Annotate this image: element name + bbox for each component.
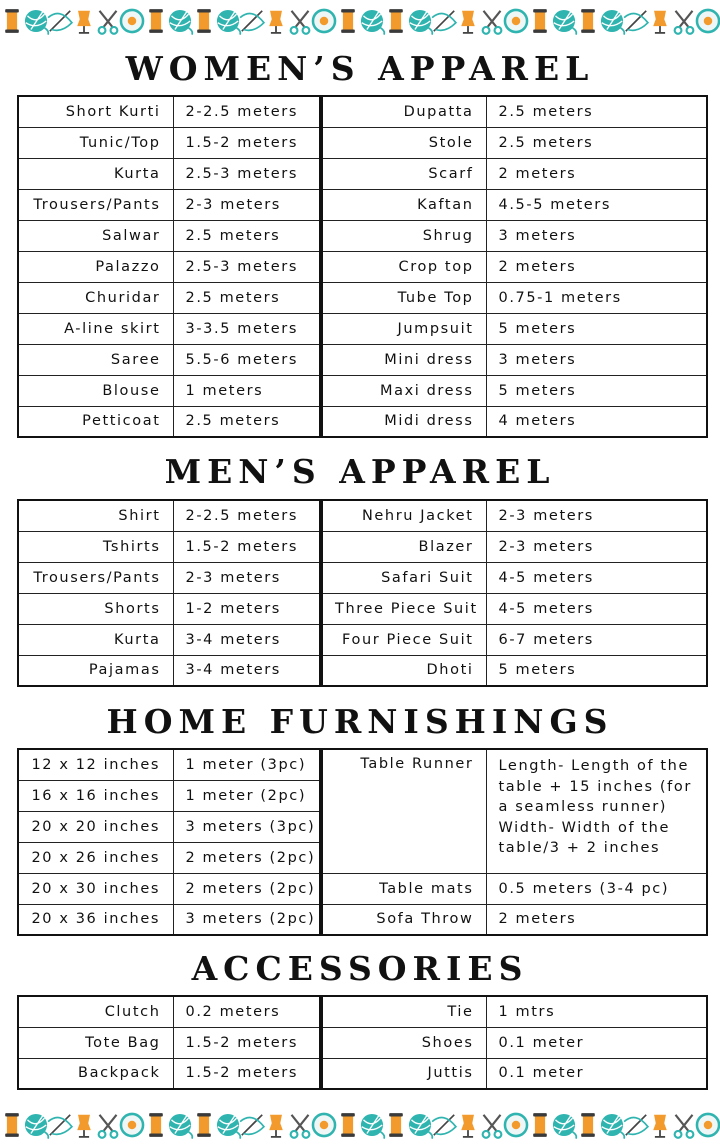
item-amount: 3 meters (2pc): [173, 904, 321, 935]
scissors-icon: [483, 11, 502, 34]
dress-form-icon: [653, 1115, 667, 1137]
item-amount: 2.5 meters: [173, 282, 321, 313]
item-name: A-line skirt: [18, 313, 173, 344]
section-title-accessories: ACCESSORIES: [191, 949, 529, 988]
decorative-border-top: [0, 2, 720, 40]
embroidery-hoop-icon: [505, 10, 527, 32]
item-amount: 2-2.5 meters: [173, 96, 321, 127]
yarn-ball-icon: [409, 10, 432, 35]
yarn-ball-icon: [553, 1114, 576, 1139]
home-furnishings-table: [17, 748, 708, 936]
thread-spool-icon: [341, 1113, 355, 1137]
item-name: 20 x 30 inches: [18, 873, 173, 904]
needle-icon: [48, 1115, 72, 1135]
table-row: [18, 313, 707, 344]
item-amount: 5 meters: [486, 375, 707, 406]
yarn-ball-icon: [169, 1114, 192, 1139]
needle-icon: [624, 1115, 648, 1135]
dress-form-icon: [653, 11, 667, 33]
item-name: Pajamas: [18, 655, 173, 686]
item-name: Churidar: [18, 282, 173, 313]
item-name: 20 x 26 inches: [18, 842, 173, 873]
dress-form-icon: [269, 11, 283, 33]
needle-icon: [432, 1115, 456, 1135]
table-row: [18, 344, 707, 375]
dress-form-icon: [77, 11, 91, 33]
item-amount: 2.5-3 meters: [173, 158, 321, 189]
item-amount: 2 meters (2pc): [173, 842, 321, 873]
table-row: [18, 189, 707, 220]
yarn-ball-icon: [217, 10, 240, 35]
embroidery-hoop-icon: [313, 1114, 335, 1136]
item-name: Tube Top: [321, 282, 486, 313]
scissors-icon: [291, 1115, 310, 1138]
item-name: Shorts: [18, 593, 173, 624]
yarn-ball-icon: [25, 10, 48, 35]
item-amount: 2 meters: [486, 158, 707, 189]
item-amount: 4-5 meters: [486, 593, 707, 624]
needle-icon: [432, 11, 456, 31]
section-title-womens-apparel: WOMEN’S APPAREL: [125, 49, 595, 88]
item-name: Tshirts: [18, 531, 173, 562]
embroidery-hoop-icon: [697, 1114, 719, 1136]
embroidery-hoop-icon: [697, 10, 719, 32]
womens-apparel-table: [17, 95, 708, 438]
table-row: [18, 251, 707, 282]
thread-spool-icon: [197, 9, 211, 33]
table-row: [18, 220, 707, 251]
embroidery-hoop-icon: [505, 1114, 527, 1136]
item-amount: 3-4 meters: [173, 655, 321, 686]
needle-icon: [240, 1115, 264, 1135]
item-amount: 3 meters: [486, 344, 707, 375]
item-name: Dupatta: [321, 96, 486, 127]
table-row: [18, 500, 707, 531]
item-name: Trousers/Pants: [18, 562, 173, 593]
item-amount: 2.5 meters: [173, 406, 321, 437]
table-row: [18, 873, 707, 904]
thread-spool-icon: [389, 9, 403, 33]
item-name: Blazer: [321, 531, 486, 562]
yarn-ball-icon: [361, 1114, 384, 1139]
thread-spool-icon: [581, 9, 595, 33]
needle-icon: [240, 11, 264, 31]
dress-form-icon: [461, 11, 475, 33]
table-row: [18, 1058, 707, 1089]
item-name-sofa-throw: Sofa Throw: [321, 904, 486, 935]
item-amount: 2.5 meters: [486, 96, 707, 127]
item-amount: 6-7 meters: [486, 624, 707, 655]
item-name: Kurta: [18, 624, 173, 655]
item-name: Nehru Jacket: [321, 500, 486, 531]
item-amount: 0.1 meter: [486, 1058, 707, 1089]
needle-icon: [624, 11, 648, 31]
table-runner-instructions: [486, 749, 707, 873]
item-amount: 1.5-2 meters: [173, 1027, 321, 1058]
item-amount: 2-3 meters: [486, 531, 707, 562]
thread-spool-icon: [533, 9, 547, 33]
item-name: Backpack: [18, 1058, 173, 1089]
embroidery-hoop-icon: [121, 10, 143, 32]
item-name: 20 x 20 inches: [18, 811, 173, 842]
item-name: 20 x 36 inches: [18, 904, 173, 935]
item-name: Tote Bag: [18, 1027, 173, 1058]
scissors-icon: [291, 11, 310, 34]
yarn-ball-icon: [553, 10, 576, 35]
scissors-icon: [675, 11, 694, 34]
scissors-icon: [483, 1115, 502, 1138]
item-name: Kurta: [18, 158, 173, 189]
yarn-ball-icon: [409, 1114, 432, 1139]
item-amount: 2-3 meters: [173, 189, 321, 220]
item-name: Shirt: [18, 500, 173, 531]
dress-form-icon: [269, 1115, 283, 1137]
thread-spool-icon: [5, 1113, 19, 1137]
item-amount: 2.5 meters: [486, 127, 707, 158]
table-row: [18, 904, 707, 935]
thread-spool-icon: [341, 9, 355, 33]
item-name: Mini dress: [321, 344, 486, 375]
item-amount: 1 meter (3pc): [173, 749, 321, 780]
item-amount: 2 meters: [486, 251, 707, 282]
item-name: Saree: [18, 344, 173, 375]
scissors-icon: [99, 11, 118, 34]
item-amount: 0.1 meter: [486, 1027, 707, 1058]
table-runner-width: Width- Width of the table/3 + 2 inches: [498, 819, 670, 856]
dress-form-icon: [461, 1115, 475, 1137]
item-name: Scarf: [321, 158, 486, 189]
table-row: [18, 127, 707, 158]
item-amount: 3-4 meters: [173, 624, 321, 655]
item-amount: 0.2 meters: [173, 996, 321, 1027]
decorative-border-bottom: [0, 1106, 720, 1144]
needle-icon: [48, 11, 72, 31]
item-amount: 1.5-2 meters: [173, 531, 321, 562]
item-amount: 0.75-1 meters: [486, 282, 707, 313]
item-name: Shrug: [321, 220, 486, 251]
item-amount: 1 meter (2pc): [173, 780, 321, 811]
scissors-icon: [675, 1115, 694, 1138]
item-amount: 5 meters: [486, 313, 707, 344]
item-name: Palazzo: [18, 251, 173, 282]
dress-form-icon: [77, 1115, 91, 1137]
item-amount: 2.5 meters: [173, 220, 321, 251]
item-amount: 2-3 meters: [173, 562, 321, 593]
item-name: Tie: [321, 996, 486, 1027]
table-row: [18, 1027, 707, 1058]
item-name: Crop top: [321, 251, 486, 282]
accessories-table: [17, 995, 708, 1090]
yarn-ball-icon: [361, 10, 384, 35]
table-row: [18, 749, 707, 780]
item-amount: 0.5 meters (3-4 pc): [486, 873, 707, 904]
mens-apparel-table: [17, 499, 708, 687]
item-amount: 4-5 meters: [486, 562, 707, 593]
thread-spool-icon: [149, 1113, 163, 1137]
item-amount: 1-2 meters: [173, 593, 321, 624]
item-amount: 3-3.5 meters: [173, 313, 321, 344]
item-name: Jumpsuit: [321, 313, 486, 344]
item-amount: 4 meters: [486, 406, 707, 437]
item-amount: 2-2.5 meters: [173, 500, 321, 531]
item-name: Maxi dress: [321, 375, 486, 406]
table-row: [18, 593, 707, 624]
item-name: Trousers/Pants: [18, 189, 173, 220]
thread-spool-icon: [5, 9, 19, 33]
item-name: Four Piece Suit: [321, 624, 486, 655]
embroidery-hoop-icon: [313, 10, 335, 32]
yarn-ball-icon: [601, 1114, 624, 1139]
table-row: [18, 158, 707, 189]
thread-spool-icon: [197, 1113, 211, 1137]
item-name: Blouse: [18, 375, 173, 406]
item-name: Short Kurti: [18, 96, 173, 127]
item-amount: 5.5-6 meters: [173, 344, 321, 375]
item-name-table-runner: Table Runner: [321, 749, 486, 873]
table-row: [18, 655, 707, 686]
item-name: Dhoti: [321, 655, 486, 686]
yarn-ball-icon: [601, 10, 624, 35]
item-name: Salwar: [18, 220, 173, 251]
item-amount: 3 meters: [486, 220, 707, 251]
item-amount: 2 meters: [486, 904, 707, 935]
thread-spool-icon: [389, 1113, 403, 1137]
item-amount: 1.5-2 meters: [173, 1058, 321, 1089]
section-title-mens-apparel: MEN’S APPAREL: [164, 452, 556, 491]
item-amount: 1 meters: [173, 375, 321, 406]
item-name: Juttis: [321, 1058, 486, 1089]
section-title-home-furnishings: HOME FURNISHINGS: [106, 702, 614, 741]
item-name: Three Piece Suit: [321, 593, 486, 624]
yarn-ball-icon: [217, 1114, 240, 1139]
table-row: [18, 282, 707, 313]
item-name-table-mats: Table mats: [321, 873, 486, 904]
item-name: Safari Suit: [321, 562, 486, 593]
item-name: Clutch: [18, 996, 173, 1027]
item-amount: 2 meters (2pc): [173, 873, 321, 904]
table-row: [18, 996, 707, 1027]
table-row: [18, 96, 707, 127]
item-name: Midi dress: [321, 406, 486, 437]
thread-spool-icon: [149, 9, 163, 33]
item-name: 16 x 16 inches: [18, 780, 173, 811]
item-amount: 5 meters: [486, 655, 707, 686]
item-name: Petticoat: [18, 406, 173, 437]
thread-spool-icon: [581, 1113, 595, 1137]
table-row: [18, 531, 707, 562]
item-amount: 1 mtrs: [486, 996, 707, 1027]
item-amount: 1.5-2 meters: [173, 127, 321, 158]
table-row: [18, 562, 707, 593]
yarn-ball-icon: [25, 1114, 48, 1139]
item-amount: 4.5-5 meters: [486, 189, 707, 220]
item-name: Tunic/Top: [18, 127, 173, 158]
table-row: [18, 375, 707, 406]
table-runner-length: Length- Length of the table + 15 inches (for a seamless runner): [498, 758, 692, 815]
item-name: Kaftan: [321, 189, 486, 220]
embroidery-hoop-icon: [121, 1114, 143, 1136]
item-amount: 3 meters (3pc): [173, 811, 321, 842]
item-name: Stole: [321, 127, 486, 158]
item-amount: 2-3 meters: [486, 500, 707, 531]
table-row: [18, 624, 707, 655]
thread-spool-icon: [533, 1113, 547, 1137]
item-name: 12 x 12 inches: [18, 749, 173, 780]
yarn-ball-icon: [169, 10, 192, 35]
scissors-icon: [99, 1115, 118, 1138]
item-amount: 2.5-3 meters: [173, 251, 321, 282]
item-name: Shoes: [321, 1027, 486, 1058]
table-row: [18, 406, 707, 437]
